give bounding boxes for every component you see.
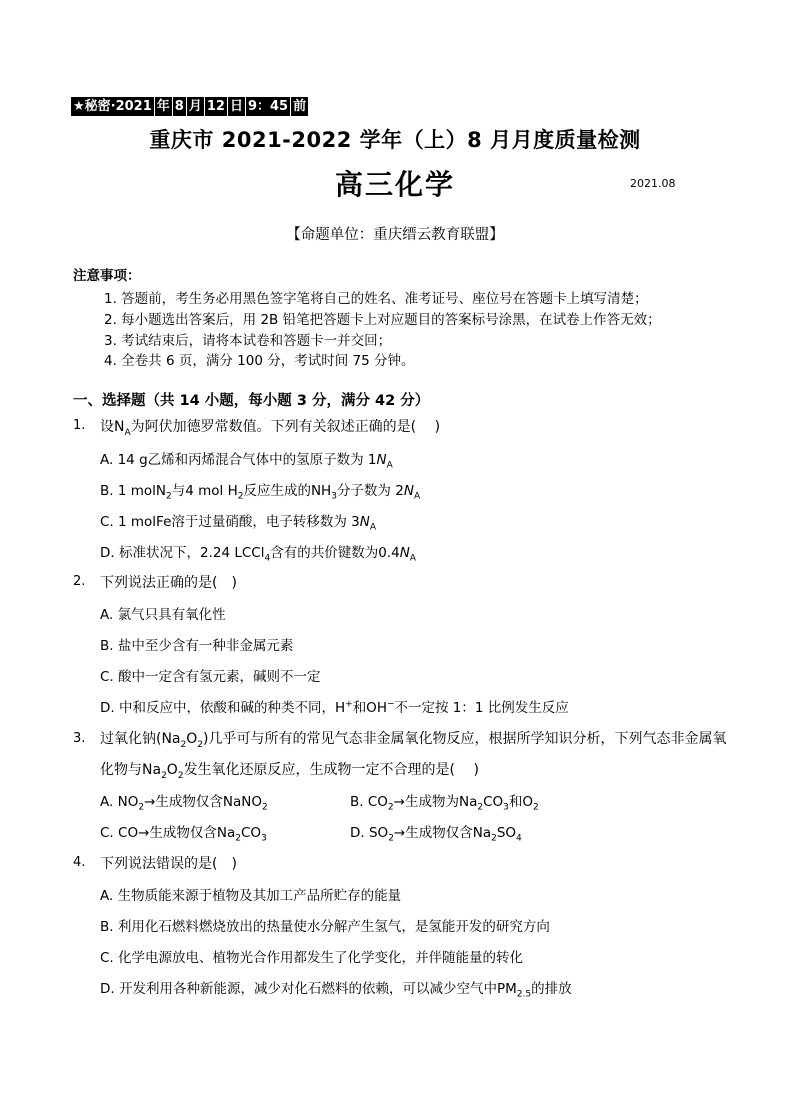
option-a: A. 生物质能来源于植物及其加工产品所贮存的能量 (100, 888, 402, 904)
option-c: C. 酸中一定含有氢元素，碱则不一定 (100, 669, 321, 685)
secret-seg: ★秘密·2021 (73, 99, 152, 114)
note-item: 2. 每小题选出答案后，用 2B 铅笔把答题卡上对应题目的答案标号涂黑，在试卷上作答无效； (104, 312, 661, 328)
option-c: C. CO→生成物仅含$Na_2CO_3$ (100, 825, 267, 844)
secret-seg: 月 (188, 99, 202, 114)
question-stem: 设$N_A$为阿伏加德罗常数值。下列有关叙述正确的是( ) (100, 419, 441, 438)
question-number: 3. (73, 731, 86, 746)
secret-seg: 日 (229, 99, 243, 114)
secret-seg: 9：45 (247, 99, 289, 114)
secret-seg: 年 (156, 99, 170, 114)
exam-date: 2021.08 (630, 177, 676, 190)
option-a: A. 氯气只具有氧化性 (100, 607, 226, 623)
secret-seg: 前 (293, 99, 307, 114)
question-number: 4. (73, 855, 86, 870)
option-c: C. 1 molFe溶于过量硝酸，电子转移数为 $3N_A$ (100, 514, 377, 533)
option-b: B. $CO_2\to$生成物为$Na_2CO_3$和$O_2$ (350, 794, 539, 813)
option-a: A. $NO_2\to$生成物仅含NaNO$_2$ (100, 794, 268, 813)
notes-heading: 注意事项： (73, 268, 141, 284)
exam-title: 重庆市 2021-2022 学年（上）8 月月度质量检测 (149, 128, 641, 152)
question-stem-line2: 化物与$Na_2O_2$发生氧化还原反应，生成物一定不合理的是( ) (100, 762, 479, 781)
option-b: B. 利用化石燃料燃烧放出的热量使水分解产生氢气，是氢能开发的研究方向 (100, 919, 550, 935)
secret-seg: 12 (206, 99, 225, 114)
secret-seg: 8 (174, 99, 184, 114)
confidential-label (71, 97, 309, 116)
subject-title: 高三化学 (334, 168, 455, 201)
question-stem: 过氧化钠$(Na_2O_2)$几乎可与所有的常见气态非金属氧化物反应，根据所学知识分析，下列气态非金属氧 (100, 731, 727, 750)
issuing-unit: 【命题单位：重庆缙云教育联盟】 (286, 227, 504, 243)
option-b: B. 盐中至少含有一种非金属元素 (100, 638, 294, 654)
option-a: A. 14 g乙烯和丙烯混合气体中的氢原子数为 $1N_A$ (100, 452, 393, 471)
option-d: D. 标准状况下，2.24 LCCl$_4$含有的共价键数为$0.4N_A$ (100, 545, 416, 564)
question-stem: 下列说法错误的是( ) (100, 856, 237, 872)
question-number: 2. (73, 574, 86, 589)
note-item: 1. 答题前，考生务必用黑色签字笔将自己的姓名、准考证号、座位号在答题卡上填写清楚； (104, 291, 648, 307)
note-item: 3. 考试结束后，请将本试卷和答题卡一并交回； (104, 333, 392, 349)
option-d: D. 开发利用各种新能源，减少对化石燃料的依赖，可以减少空气中$PM_{2.5}$的排放 (100, 981, 572, 1000)
option-b: B. 1 molN$_2$与4 mol $H_2$反应生成的$NH_3$分子数为 $2N_A$ (100, 483, 421, 502)
option-c: C. 化学电源放电、植物光合作用都发生了化学变化，并伴随能量的转化 (100, 950, 524, 966)
question-stem: 下列说法正确的是( ) (100, 575, 237, 591)
question-number: 1. (73, 418, 86, 433)
option-d: D. $SO_2\to$生成物仅含$Na_2SO_4$ (350, 825, 522, 844)
section-heading: 一、选择题（共 14 小题，每小题 3 分，满分 42 分） (73, 393, 430, 409)
option-d: D. 中和反应中，依酸和碱的种类不同，H+和OH−不一定按 1：1 比例发生反应 (100, 699, 569, 716)
note-item: 4. 全卷共 6 页，满分 100 分，考试时间 75 分钟。 (104, 353, 415, 369)
